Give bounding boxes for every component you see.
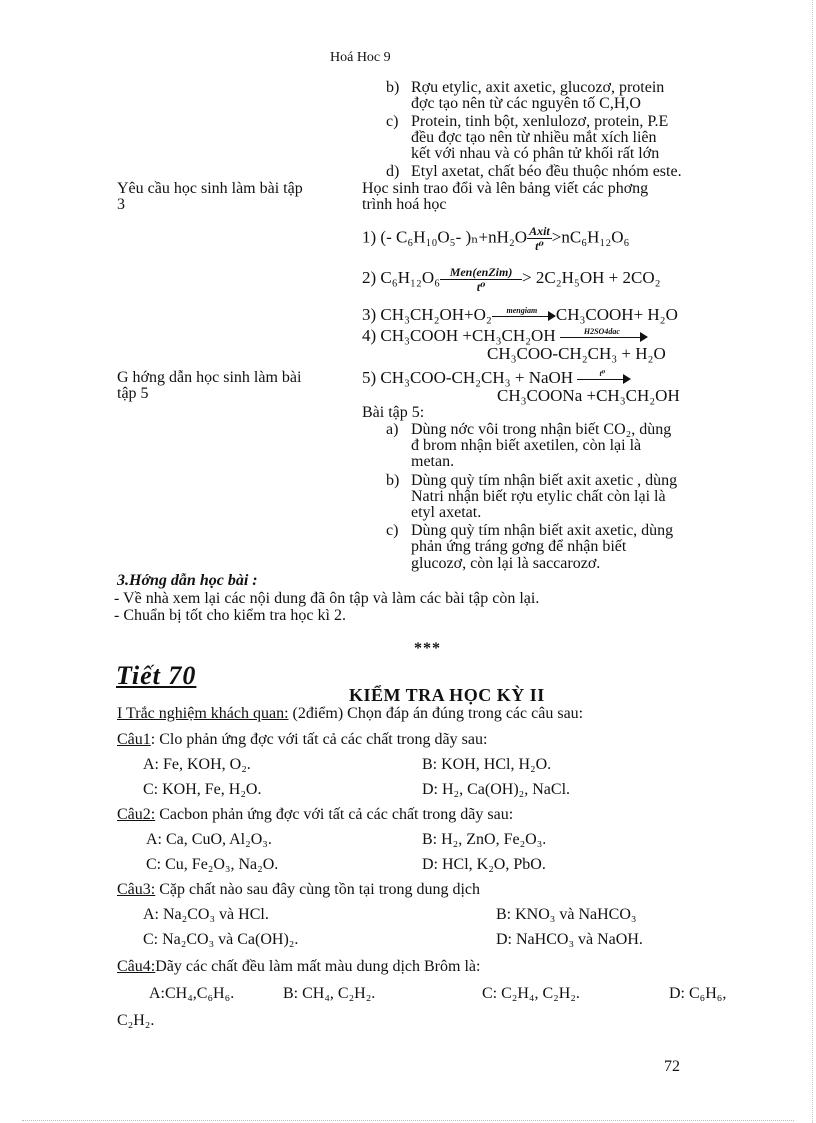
ex5-c-line-2: phản ứng tráng gơng để nhận biết [411, 538, 627, 555]
reaction-2-right: > 2C₂H₅OH + 2CO₂ [522, 268, 661, 287]
question-3-option-d: D: NaHCO₃ và NaOH. [496, 931, 643, 948]
ex5-b-line-2: Natri nhận biết rợu etylic chất còn lại là [411, 488, 666, 505]
reaction-2-num: 2) [362, 268, 377, 287]
reaction-3-right: CH₃COOH+ H₂O [555, 305, 678, 324]
reaction-1 [362, 224, 629, 253]
reaction-1-right: >nC₆H₁₂O₆ [551, 227, 630, 247]
reaction-4-left: CH₃COOH +CH₃CH₂OH [380, 326, 556, 345]
ex5-c-label: c) [386, 522, 399, 539]
question-4-text: Dãy các chất đều làm mất màu dung dịch Brôm là: [155, 958, 481, 975]
guide-title: 3.Hớng dẫn học bài : [117, 572, 258, 589]
reaction-4-num: 4) [362, 326, 377, 345]
reaction-5-product: CH₃COONa +CH₃CH₂OH [497, 386, 680, 405]
reaction-1-cond-bot: t⁰ [535, 239, 544, 253]
guide5-line-1: G hớng dẫn học sinh làm bài [117, 369, 302, 386]
reaction-1-cond-top: Axit [529, 224, 550, 238]
question-1-option-a: A: Fe, KOH, O₂. [143, 756, 251, 773]
question-4-option-c: C: C₂H₄, C₂H₂. [482, 985, 580, 1002]
reaction-5-left: CH₃COO-CH₂CH₃ + NaOH [380, 368, 574, 387]
intro-line-1: Học sinh trao đổi và lên bảng viết các phơng [362, 180, 649, 197]
option-b-line-1: Rợu etylic, axit axetic, glucozơ, protein [411, 79, 665, 96]
option-b-label: b) [386, 79, 400, 96]
question-4-option-a: A:CH₄,C₆H₆. [149, 985, 235, 1002]
option-d-label: d) [386, 163, 400, 180]
reaction-2-left: C₆H₁₂O₆ [380, 268, 441, 287]
question-4-option-b: B: CH₄, C₂H₂. [283, 985, 376, 1002]
req3-line-2: 3 [117, 196, 125, 213]
page-number: 72 [664, 1058, 680, 1075]
reaction-4 [362, 327, 648, 344]
option-c-label: c) [386, 113, 399, 130]
question-4-option-d: D: C₆H₆, [669, 985, 727, 1002]
ex5-title: Bài tập 5: [362, 404, 425, 421]
question-3-label: Câu3: [117, 881, 156, 898]
reaction-1-condition [527, 224, 552, 253]
ex5-a-line-1: Dùng nớc vôi trong nhận biết CO₂, dùng [411, 421, 672, 438]
question-1-label: Câu1 [117, 731, 151, 748]
option-c-line-1: Protein, tinh bột, xenlulozơ, protein, P.E [411, 113, 669, 130]
reaction-4-cond: H2SO4dac [583, 327, 620, 337]
reaction-3-num: 3) [362, 305, 377, 324]
exam-title: KIỂM TRA HỌC KỲ II [349, 685, 545, 705]
reaction-5 [362, 369, 631, 386]
question-3-text: Cặp chất nào sau đây cùng tồn tại trong dung dịch [155, 881, 481, 898]
reaction-1-num: 1) [362, 227, 377, 247]
question-4-label: Câu4: [117, 958, 156, 975]
question-4 [117, 958, 480, 975]
question-3 [117, 881, 480, 898]
option-b-line-2: đợc tạo nên từ các nguyên tố C,H,O [411, 95, 641, 112]
question-2 [117, 806, 513, 823]
reaction-3-cond: mengiam [506, 306, 538, 316]
reaction-3-left: CH₃CH₂OH+O₂ [380, 305, 492, 324]
ex5-b-label: b) [386, 472, 400, 489]
separator: *** [414, 640, 441, 657]
ex5-a-line-2: đ brom nhận biết axetilen, còn lại là [411, 437, 642, 454]
page-header: Hoá Hoc 9 [330, 50, 391, 65]
reaction-5-arrow [577, 369, 631, 384]
option-d-line-1: Etyl axetat, chất béo đều thuộc nhóm este. [411, 163, 682, 180]
question-1 [117, 731, 487, 748]
reaction-5-cond: t⁰ [599, 369, 606, 379]
ex5-c-line-3: glucozơ, còn lại là saccarozơ. [411, 555, 601, 572]
reaction-2 [362, 264, 661, 294]
guide-line-1: - Về nhà xem lại các nội dung đã ôn tập và làm các bài tập còn lại. [114, 590, 540, 607]
question-2-option-a: A: Ca, CuO, Al₂O₃. [146, 831, 272, 848]
page-right-border [812, 0, 813, 1123]
intro-line-2: trình hoá học [362, 196, 447, 213]
ex5-a-label: a) [386, 421, 399, 438]
ex5-b-line-1: Dùng quỳ tím nhận biết axit axetic , dùng [411, 472, 678, 489]
option-c-line-3: kết với nhau và có phân tử khối rất lớn [411, 145, 660, 162]
question-2-option-b: B: H₂, ZnO, Fe₂O₃. [422, 831, 547, 848]
page-bottom-border [22, 1120, 794, 1121]
reaction-3 [362, 306, 678, 323]
question-3-option-b: B: KNO₃ và NaHCO₃ [496, 906, 637, 923]
reaction-4-arrow [560, 327, 648, 342]
reaction-5-num: 5) [362, 368, 377, 387]
question-1-option-c: C: KOH, Fe, H₂O. [143, 781, 262, 798]
question-3-option-a: A: Na₂CO₃ và HCl. [143, 906, 269, 923]
lesson-number: Tiết 70 [116, 661, 197, 690]
option-c-line-2: đều đợc tạo nên từ nhiều mắt xích liên [411, 129, 657, 146]
reaction-1-left: (- C₆H₁₀O₅- )ₙ+nH₂O [380, 227, 528, 247]
section-1-heading [117, 705, 583, 722]
reaction-4-product: CH₃COO-CH₂CH₃ + H₂O [487, 344, 666, 363]
ex5-b-line-3: etyl axetat. [411, 504, 482, 521]
question-3-option-c: C: Na₂CO₃ và Ca(OH)₂. [143, 931, 299, 948]
reaction-2-cond-bot: t⁰ [476, 279, 486, 294]
question-4-option-d-cont: C₂H₂. [117, 1012, 155, 1029]
section-1-title: I Trắc nghiệm khách quan: [117, 705, 289, 722]
question-2-option-d: D: HCl, K₂O, PbO. [422, 856, 546, 873]
question-2-option-c: C: Cu, Fe₂O₃, Na₂O. [146, 856, 279, 873]
req3-line-1: Yêu cầu học sinh làm bài tập [117, 180, 303, 197]
question-2-text: Cacbon phản ứng đợc với tất cả các chất trong dãy sau: [155, 806, 514, 823]
question-1-option-b: B: KOH, HCl, H₂O. [422, 756, 552, 773]
question-1-option-d: D: H₂, Ca(OH)₂, NaCl. [422, 781, 571, 798]
question-1-text: : Clo phản ứng đợc với tất cả các chất trong dãy sau: [150, 731, 488, 748]
section-1-instruction: (2điểm) Chọn đáp án đúng trong các câu sau: [288, 705, 584, 722]
guide-line-2: - Chuẩn bị tốt cho kiểm tra học kì 2. [114, 607, 346, 624]
reaction-2-condition [440, 265, 522, 294]
ex5-a-line-3: metan. [411, 453, 455, 470]
reaction-3-arrow [492, 306, 556, 321]
ex5-c-line-1: Dùng quỳ tím nhận biết axit axetic, dùng [411, 522, 674, 539]
reaction-2-cond-top: Men(enZim) [440, 265, 522, 280]
guide5-line-2: tập 5 [117, 385, 149, 402]
question-2-label: Câu2: [117, 806, 156, 823]
